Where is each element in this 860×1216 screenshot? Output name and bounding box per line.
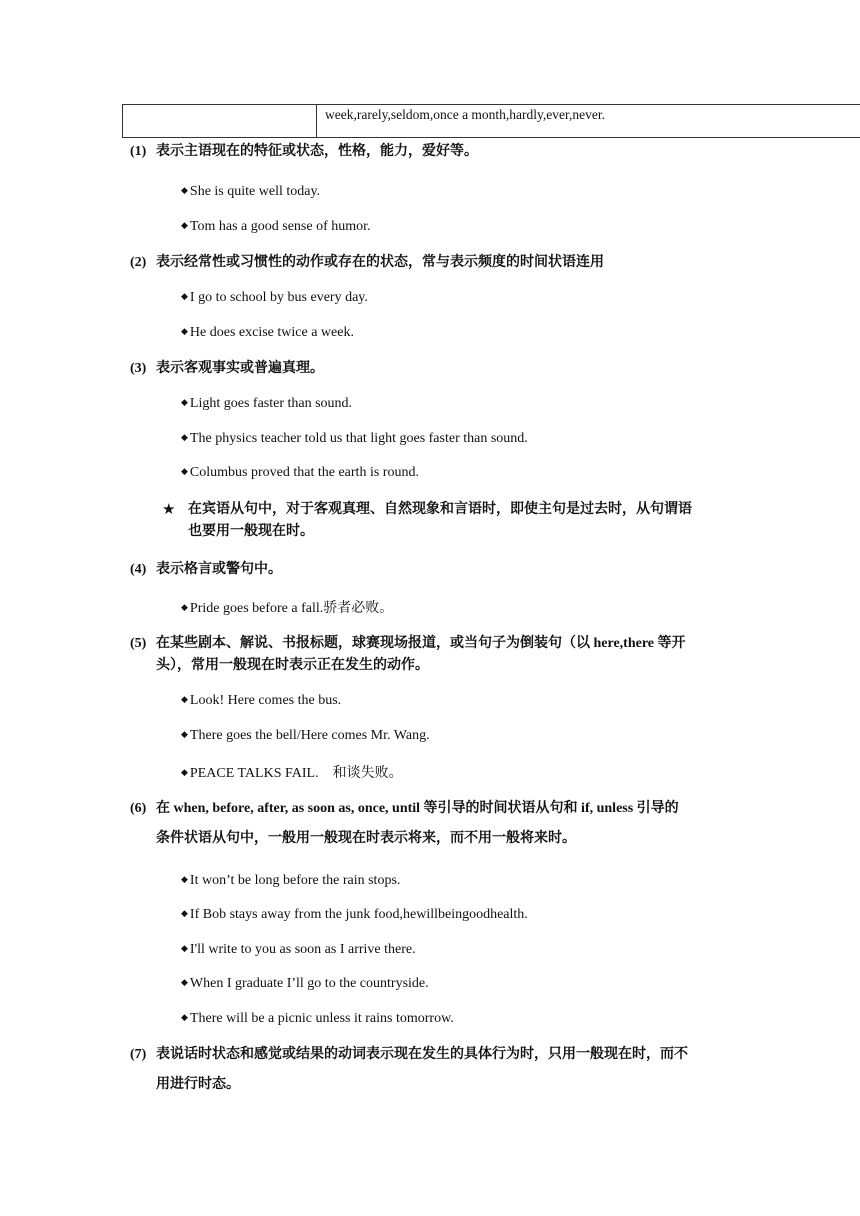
example-item: ◆ Columbus proved that the earth is round.	[181, 465, 419, 480]
star-icon: ★	[162, 502, 176, 518]
example-item: ◆ PEACE TALKS FAIL. 和谈失败。	[181, 766, 403, 781]
diamond-bullet-icon: ◆	[181, 874, 188, 884]
diamond-bullet-icon: ◆	[181, 694, 188, 704]
example-item: ◆ I go to school by bus every day.	[181, 290, 368, 305]
table-cell-frequency: week,rarely,seldom,once a month,hardly,ever,never.	[325, 107, 605, 122]
diamond-bullet-icon: ◆	[181, 220, 188, 230]
section-heading-7: (7) 表说话时状态和感觉或结果的动词表示现在发生的具体行为时，只用一般现在时，而不	[130, 1047, 688, 1062]
diamond-bullet-icon: ◆	[181, 729, 188, 739]
diamond-bullet-icon: ◆	[181, 943, 188, 953]
example-item: ◆ Light goes faster than sound.	[181, 396, 353, 411]
example-item: ◆ There goes the bell/Here comes Mr. Wang.	[181, 728, 430, 743]
diamond-bullet-icon: ◆	[181, 908, 188, 918]
example-item: ◆ Pride goes before a fall.骄者必败。	[181, 601, 394, 616]
section-heading-5: (5) 在某些剧本、解说、书报标题，球赛现场报道，或当句子为倒装句（以 here,there 等开	[130, 636, 686, 651]
example-item: ◆ Look! Here comes the bus.	[181, 693, 342, 708]
table-divider	[316, 105, 317, 137]
diamond-bullet-icon: ◆	[181, 185, 188, 195]
grammar-note: ★ 在宾语从句中，对于客观真理、自然现象和言语时，即使主句是过去时，从句谓语	[162, 499, 188, 522]
example-item: ◆ It won’t be long before the rain stops.	[181, 873, 401, 888]
example-item: ◆ When I graduate I’ll go to the countryside.	[181, 976, 429, 991]
example-item: ◆ The physics teacher told us that light goes faster than sound.	[181, 431, 528, 446]
example-item: ◆ I'll write to you as soon as I arrive there.	[181, 942, 416, 957]
example-item: ◆ He does excise twice a week.	[181, 325, 354, 340]
diamond-bullet-icon: ◆	[181, 326, 188, 336]
example-item: ◆ If Bob stays away from the junk food,hewillbeingoodhealth.	[181, 907, 528, 922]
section-heading-5-line2: 头），常用一般现在时表示正在发生的动作。	[156, 658, 429, 673]
example-item: ◆ There will be a picnic unless it rains tomorrow.	[181, 1011, 454, 1026]
section-heading-7-line2: 用进行时态。	[156, 1077, 240, 1092]
diamond-bullet-icon: ◆	[181, 767, 188, 777]
example-item: ◆ She is quite well today.	[181, 184, 321, 199]
section-heading-2: (2) 表示经常性或习惯性的动作或存在的状态，常与表示频度的时间状语连用	[130, 255, 604, 270]
section-heading-4: (4) 表示格言或警句中。	[130, 562, 282, 577]
section-heading-6: (6) 在 when, before, after, as soon as, once, until 等引导的时间状语从句和 if, unless 引导的	[130, 801, 679, 816]
diamond-bullet-icon: ◆	[181, 432, 188, 442]
grammar-note-line2: 也要用一般现在时。	[188, 524, 314, 539]
diamond-bullet-icon: ◆	[181, 1012, 188, 1022]
section-heading-3: (3) 表示客观事实或普遍真理。	[130, 361, 324, 376]
diamond-bullet-icon: ◆	[181, 397, 188, 407]
diamond-bullet-icon: ◆	[181, 602, 188, 612]
table-fragment	[122, 104, 860, 138]
diamond-bullet-icon: ◆	[181, 291, 188, 301]
diamond-bullet-icon: ◆	[181, 977, 188, 987]
section-heading-1: (1) 表示主语现在的特征或状态，性格，能力，爱好等。	[130, 144, 478, 159]
diamond-bullet-icon: ◆	[181, 466, 188, 476]
section-heading-6-line2: 条件状语从句中，一般用一般现在时表示将来，而不用一般将来时。	[156, 831, 576, 846]
example-item: ◆ Tom has a good sense of humor.	[181, 219, 371, 234]
